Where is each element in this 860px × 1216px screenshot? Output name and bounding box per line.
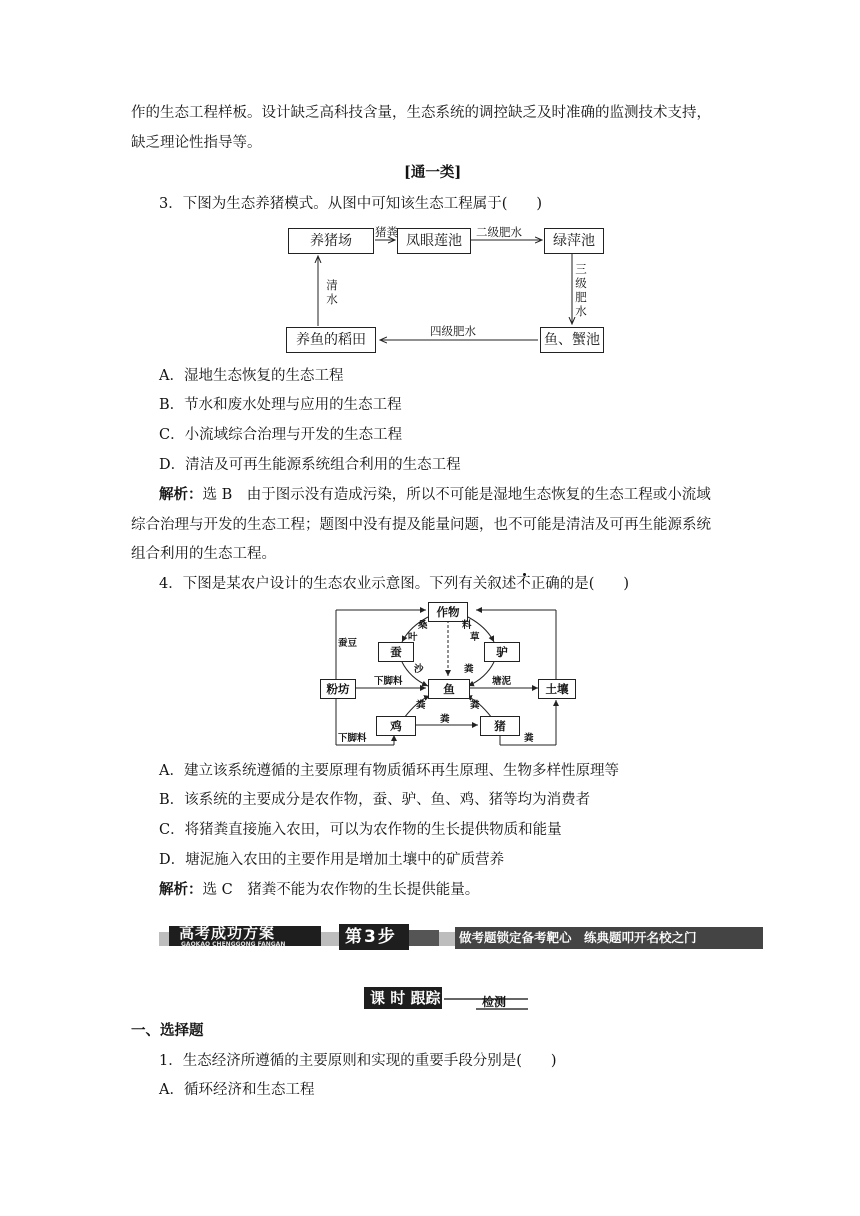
q4-label-dung-3: 粪 <box>470 700 480 711</box>
q4-node-pig: 猪 <box>480 716 520 736</box>
q3-node-rice-field: 养鱼的稻田 <box>286 327 376 353</box>
q4-node-crop: 作物 <box>428 602 468 622</box>
intro-line-2: 缺乏理论性指导等。 <box>131 135 262 151</box>
banner-title: 高考成功方案 <box>179 924 276 942</box>
q3-node-fish-crab-pond: 鱼、蟹池 <box>540 327 604 353</box>
q4-node-mill: 粉坊 <box>320 679 356 699</box>
q3-edge-secondary-water: 二级肥水 <box>476 225 522 239</box>
q4-node-silkworm: 蚕 <box>378 642 414 662</box>
q4-stem-pre: 4．下图是某农户设计的生态农业示意图。下列有关叙述 <box>159 576 517 592</box>
q4-stem-emphasis: 不 <box>516 576 531 592</box>
q3-edge-clean-water: 清水 <box>326 278 338 306</box>
q4-label-dung-5: 粪 <box>524 733 534 744</box>
q4-diagram-arrows <box>318 600 580 750</box>
banner-pinyin: GAOKAO CHENGGONG FANGAN <box>181 941 286 948</box>
q4-node-soil: 土壤 <box>538 679 576 699</box>
q3-diagram <box>280 224 610 354</box>
q3-analysis-line-3: 组合利用的生态工程。 <box>131 546 276 562</box>
q4-analysis <box>159 880 479 900</box>
q4-stem <box>159 574 629 594</box>
q4-label-pond-mud: 塘泥 <box>492 676 512 687</box>
q4-node-fish: 鱼 <box>428 679 470 699</box>
q4-label-leaf: 叶 <box>408 632 418 643</box>
q4-label-scraps-1: 下脚料 <box>374 676 403 687</box>
q4-label-grass: 草 <box>470 632 480 643</box>
q4-label-feed: 料 <box>462 620 472 631</box>
badge-sub: 检测 <box>482 995 507 1009</box>
q3-option-d: D．清洁及可再生能源系统组合利用的生态工程 <box>159 457 461 473</box>
q4-analysis-text: 选 C 猪粪不能为农作物的生长提供能量。 <box>202 882 480 898</box>
q4-option-d: D．塘泥施入农田的主要作用是增加土壤中的矿质营养 <box>159 852 505 868</box>
q3-option-a: A．湿地生态恢复的生态工程 <box>159 368 344 384</box>
q4-node-donkey: 驴 <box>484 642 520 662</box>
q4-analysis-label: 解析： <box>159 881 203 898</box>
q1-option-a: A．循环经济和生态工程 <box>159 1082 315 1098</box>
banner-slogan: 做考题锁定备考靶心 练典题叩开名校之门 <box>459 930 697 945</box>
q4-option-b: B．该系统的主要成分是农作物，蚕、驴、鱼、鸡、猪等均为消费者 <box>159 792 591 808</box>
q3-analysis-label: 解析： <box>159 486 203 503</box>
q3-node-lotus-pond: 凤眼莲池 <box>397 228 471 254</box>
q4-label-dung-2: 粪 <box>416 700 426 711</box>
section-title: [通一类] <box>404 164 462 181</box>
section-1-title: 一、选择题 <box>131 1022 204 1039</box>
q4-stem-post: 正确的是( ) <box>530 576 630 592</box>
q4-label-sand: 沙 <box>414 664 424 675</box>
q4-diagram <box>318 600 580 750</box>
q3-node-duckweed-pond: 绿萍池 <box>544 228 604 254</box>
q3-edge-pig-dung: 猪粪 <box>375 225 398 239</box>
q3-edge-quaternary-water: 四级肥水 <box>430 324 476 338</box>
q3-stem: 3．下图为生态养猪模式。从图中可知该生态工程属于( ) <box>159 196 543 212</box>
q3-node-pig-farm: 养猪场 <box>288 228 374 254</box>
practice-badge <box>364 985 528 1011</box>
q4-label-mulberry: 桑 <box>418 620 428 631</box>
banner-part: 第3步 <box>345 927 397 947</box>
q4-label-dung-4: 粪 <box>440 714 450 725</box>
q3-analysis-line-1 <box>159 485 711 505</box>
q3-option-b: B．节水和废水处理与应用的生态工程 <box>159 397 402 413</box>
q3-analysis-line-2: 综合治理与开发的生态工程；题图中没有提及能量问题，也不可能是清洁及可再生能源系统 <box>131 517 711 533</box>
q4-label-dung-1: 粪 <box>464 664 474 675</box>
q4-node-chicken: 鸡 <box>376 716 416 736</box>
badge-main: 课 时 跟踪 <box>370 989 441 1007</box>
q3-analysis-text-1: 选 B 由于图示没有造成污染，所以不可能是湿地生态恢复的生态工程或小流域 <box>202 487 711 503</box>
q1-stem: 1．生态经济所遵循的主要原则和实现的重要手段分别是( ) <box>159 1053 557 1069</box>
section-banner <box>159 924 763 952</box>
q4-label-broadbean: 蚕豆 <box>338 638 358 649</box>
intro-line-1: 作的生态工程样板。设计缺乏高科技含量，生态系统的调控缺乏及时准确的监测技术支持， <box>131 105 711 121</box>
q4-label-scraps-2: 下脚料 <box>338 733 367 744</box>
q3-edge-tertiary-water: 三级肥水 <box>575 262 587 318</box>
q4-option-c: C．将猪粪直接施入农田，可以为农作物的生长提供物质和能量 <box>159 822 562 838</box>
q4-option-a: A．建立该系统遵循的主要原理有物质循环再生原理、生物多样性原理等 <box>159 763 619 779</box>
q3-option-c: C．小流域综合治理与开发的生态工程 <box>159 427 403 443</box>
